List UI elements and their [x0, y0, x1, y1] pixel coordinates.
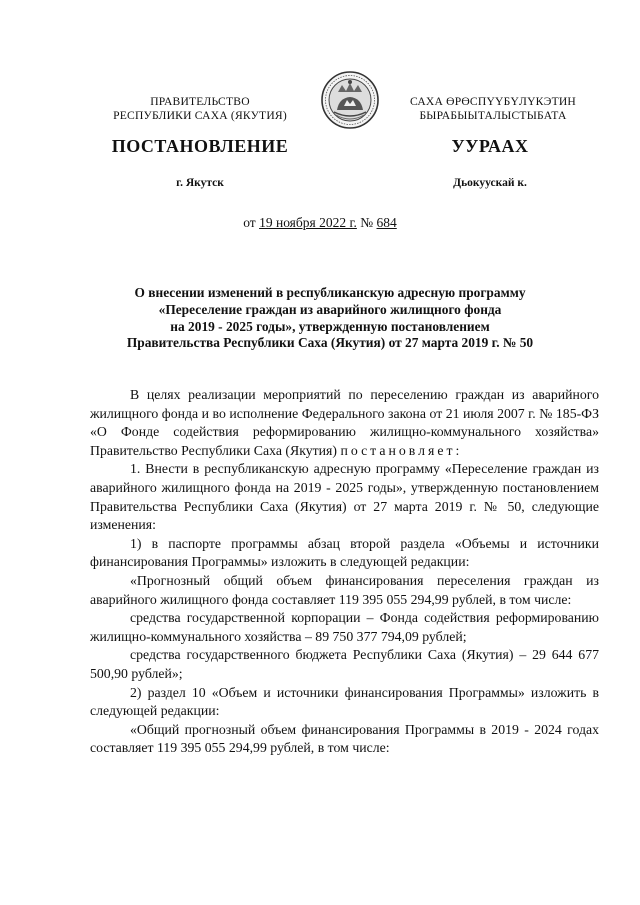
header-left	[100, 95, 300, 123]
header-right	[388, 95, 598, 123]
document-subject	[80, 285, 580, 352]
paragraph	[90, 386, 599, 460]
paragraph: средства государственной корпорации – Фонда содействия реформированию жилищно-коммунального хозяйства – 89 750 377 794,09 рублей;	[90, 610, 599, 644]
date-prefix: от	[243, 215, 256, 230]
coat-of-arms-icon	[320, 70, 380, 130]
paragraph: «Общий прогнозный объем финансирования Программы в 2019 - 2024 годах составляет 119 395 055 294,99 рублей, в том числе:	[90, 721, 599, 756]
subject-line: Правительства Республики Саха (Якутия) от 27 марта 2019 г. № 50	[126, 335, 534, 351]
paragraph: средства государственного бюджета Республики Саха (Якутия) – 29 644 677 500,90 рублей»;	[90, 647, 599, 681]
paragraph: 2) раздел 10 «Объем и источники финансирования Программы» изложить в следующей редакции:	[90, 684, 599, 719]
subject-line: «Переселение граждан из аварийного жилищного фонда	[158, 301, 502, 317]
header-right-line2: БЫРАБЫЫТАЛЫСТЫБАТА	[419, 109, 567, 122]
subject-line: О внесении изменений в республиканскую адресную программу	[134, 285, 526, 300]
header-right-line1: САХА ӨРӨСПҮҮБҮЛҮКЭТИН	[409, 95, 577, 108]
title-right: УУРААХ	[451, 136, 529, 156]
document-body	[90, 386, 599, 758]
city-left: г. Якутск	[176, 177, 224, 189]
date-value: 19 ноября 2022 г.	[259, 215, 357, 230]
number-label: №	[360, 215, 374, 230]
title-left: ПОСТАНОВЛЕНИЕ	[111, 136, 289, 156]
header-left-line1: ПРАВИТЕЛЬСТВО	[150, 95, 250, 108]
decree-word: постановляет:	[340, 442, 463, 458]
city-right: Дьокуускай к.	[453, 177, 527, 189]
header-left-line2: РЕСПУБЛИКИ САХА (ЯКУТИЯ)	[113, 109, 287, 122]
paragraph: 1) в паспорте программы абзац второй раздела «Объемы и источники финансирования Программы» изложить в следующей редакции:	[90, 535, 599, 570]
paragraph: 1. Внести в республиканскую адресную программу «Переселение граждан из аварийного жилищного фонда на 2019 - 2025 годы», утвержденную постановлением Правительства Республики Саха (Якутия) от 27 марта 2019 г. № 50, следующие изменения:	[90, 461, 599, 533]
subject-line: на 2019 - 2025 годы», утвержденную постановлением	[170, 318, 490, 334]
paragraph: «Прогнозный общий объем финансирования переселения граждан из аварийного жилищного фонда составляет 119 395 055 294,99 рублей, в том числе:	[90, 572, 599, 607]
date-line	[0, 215, 640, 231]
number-value: 684	[376, 215, 397, 230]
paragraph-text: В целях реализации мероприятий по переселению граждан из аварийного жилищного фонда и во исполнение Федерального закона от 21 июля 2007 г. № 185-ФЗ «О Фонде содействия реформированию жилищно-коммунального хозяйства» Правительство Республики Саха (Якутия)	[90, 387, 599, 458]
